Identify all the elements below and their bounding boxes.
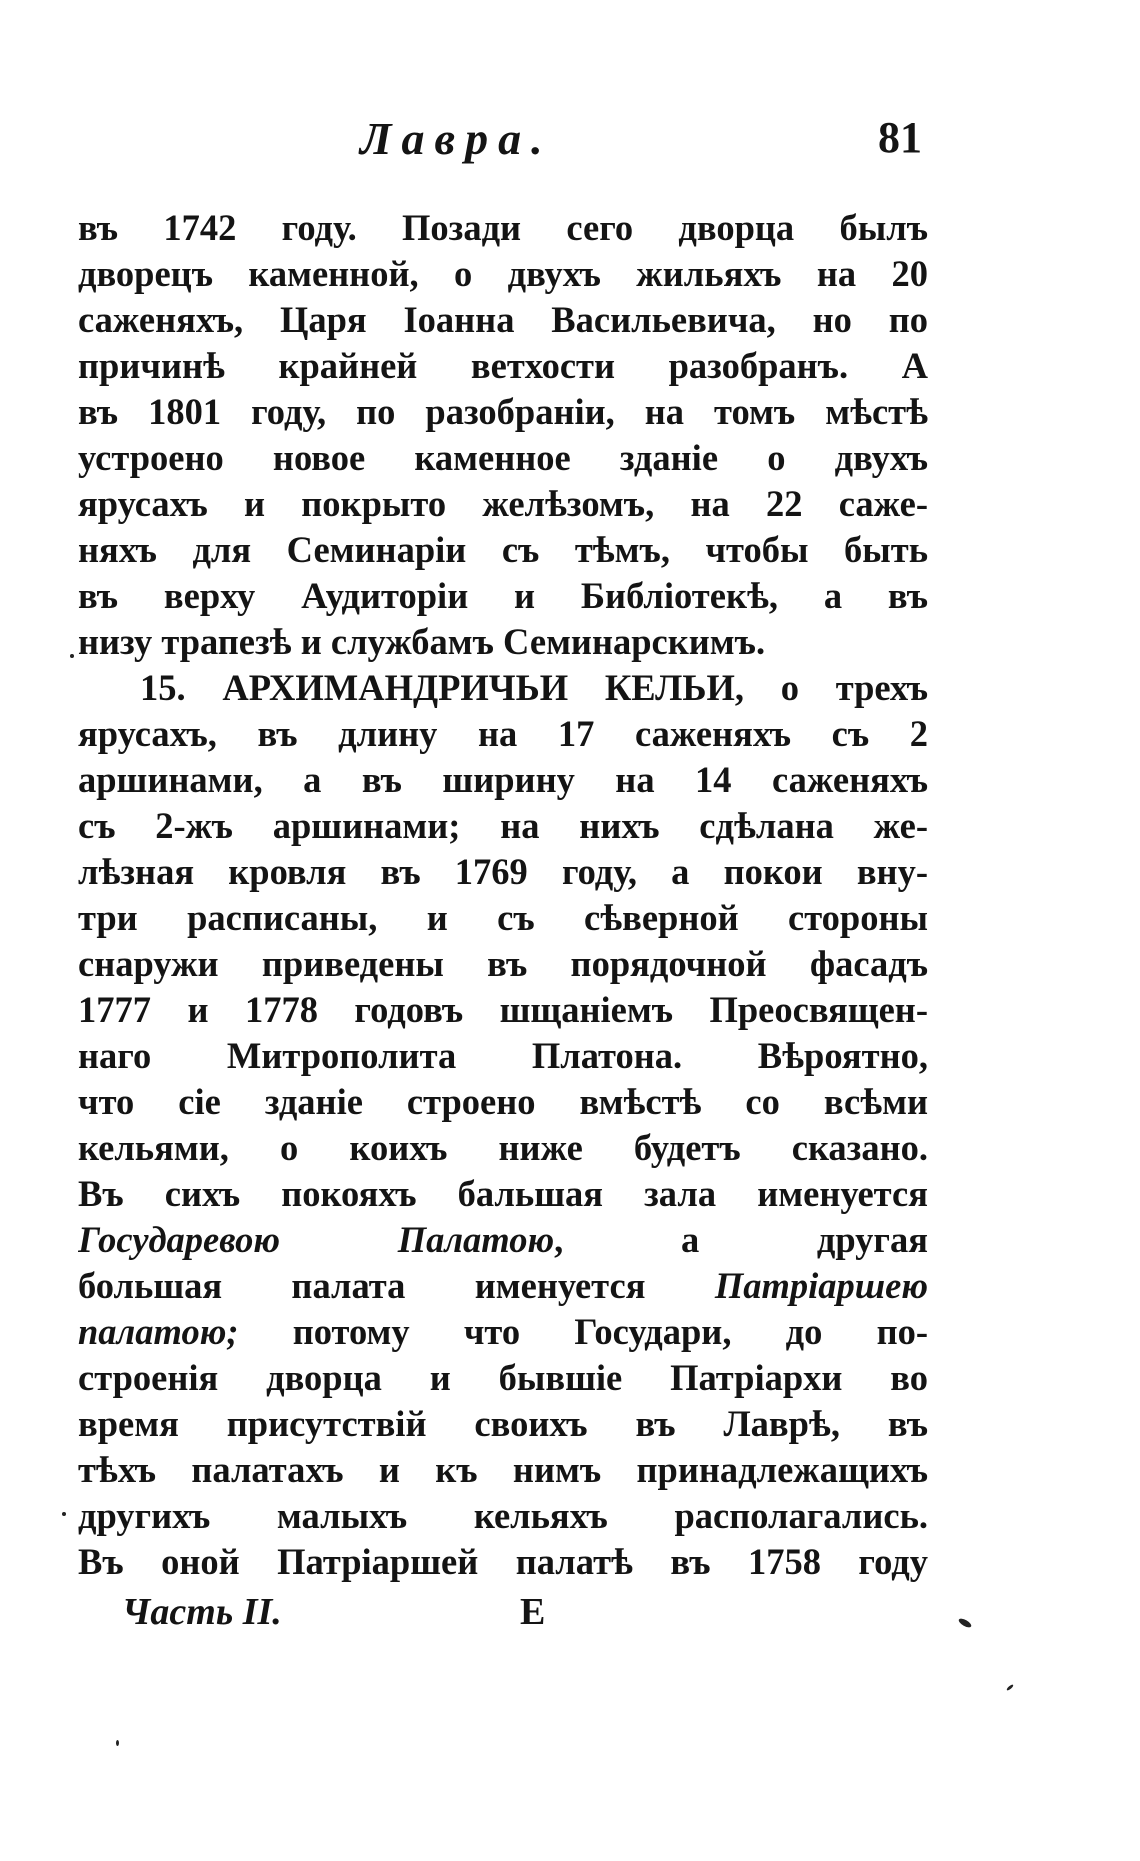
text-line: устроено новое каменное зданіе о двухъ: [78, 437, 928, 478]
text-line: ярусахъ и покрыто желѣзомъ, на 22 саже-: [78, 483, 928, 524]
text-line: время присутствій своихъ въ Лаврѣ, въ: [78, 1403, 928, 1444]
text-line: кельями, о коихъ ниже будетъ сказано.: [78, 1127, 928, 1168]
volume-part-label: Часть II.: [122, 1591, 282, 1633]
text-line: строенія дворца и бывшіе Патріархи во: [78, 1357, 928, 1398]
text-line-mixed: [78, 1217, 928, 1263]
ink-speck: [62, 1512, 66, 1516]
text-line: три расписаны, и съ сѣверной стороны: [78, 897, 928, 938]
text-line: тѣхъ палатахъ и къ нимъ принадлежащихъ: [78, 1449, 928, 1490]
text-line: аршинами, а въ ширину на 14 саженяхъ: [78, 759, 928, 800]
text-fragment: потому что Государи, до по-: [292, 1311, 928, 1352]
page-number: 81: [878, 113, 922, 162]
text-line: Въ сихъ покояхъ бальшая зала именуется: [78, 1173, 928, 1214]
text-line-mixed: [78, 1263, 928, 1309]
text-line: Въ оной Патріаршей палатѣ въ 1758 году: [78, 1541, 928, 1582]
text-line: причинѣ крайней ветхости разобранъ. А: [78, 345, 928, 386]
text-line: лѣзная кровля въ 1769 году, а покои вну-: [78, 851, 928, 892]
section-heading-line: 15. АРХИМАНДРИЧЬИ КЕЛЬИ, о трехъ: [140, 667, 928, 708]
text-line: ярусахъ, въ длину на 17 саженяхъ съ 2: [78, 713, 928, 754]
text-line: 1777 и 1778 годовъ шщаніемъ Преосвящен-: [78, 989, 928, 1030]
italic-phrase: Государевою: [78, 1219, 280, 1260]
text-line: въ верху Аудиторіи и Библіотекѣ, а въ: [78, 575, 928, 616]
page-footer: [0, 1590, 1140, 1650]
text-fragment: , а другая: [554, 1219, 928, 1260]
text-fragment: большая палата именуется: [78, 1265, 646, 1306]
running-head: [0, 112, 1140, 172]
text-line: что сіе зданіе строено вмѣстѣ со всѣми: [78, 1081, 928, 1122]
text-line: наго Митрополита Платона. Вѣроятно,: [78, 1035, 928, 1076]
ink-speck: [70, 654, 74, 658]
body-text: [78, 205, 928, 1585]
italic-phrase: Патріаршею: [714, 1265, 928, 1306]
text-line: другихъ малыхъ кельяхъ располагались.: [78, 1495, 928, 1536]
ink-speck: [1006, 1684, 1014, 1691]
text-line: снаружи приведены въ порядочной фасадъ: [78, 943, 928, 984]
text-line: съ 2-жъ аршинами; на нихъ сдѣлана же-: [78, 805, 928, 846]
text-line-mixed: [78, 1309, 928, 1355]
italic-phrase: палатою;: [78, 1311, 239, 1352]
ink-speck: [116, 1740, 119, 1746]
italic-phrase: Палатою: [397, 1219, 555, 1260]
text-line: въ 1801 году, по разобраніи, на томъ мѣстѣ: [78, 391, 928, 432]
text-line: въ 1742 году. Позади сего дворца былъ: [78, 207, 928, 248]
signature-mark: E: [520, 1591, 546, 1633]
text-line: саженяхъ, Царя Іоанна Васильевича, но по: [78, 299, 928, 340]
text-line: няхъ для Семинаріи съ тѣмъ, чтобы быть: [78, 529, 928, 570]
text-line: низу трапезѣ и службамъ Семинарскимъ.: [78, 621, 766, 662]
text-line: дворецъ каменной, о двухъ жильяхъ на 20: [78, 253, 928, 294]
running-title: Лавра.: [360, 113, 553, 164]
